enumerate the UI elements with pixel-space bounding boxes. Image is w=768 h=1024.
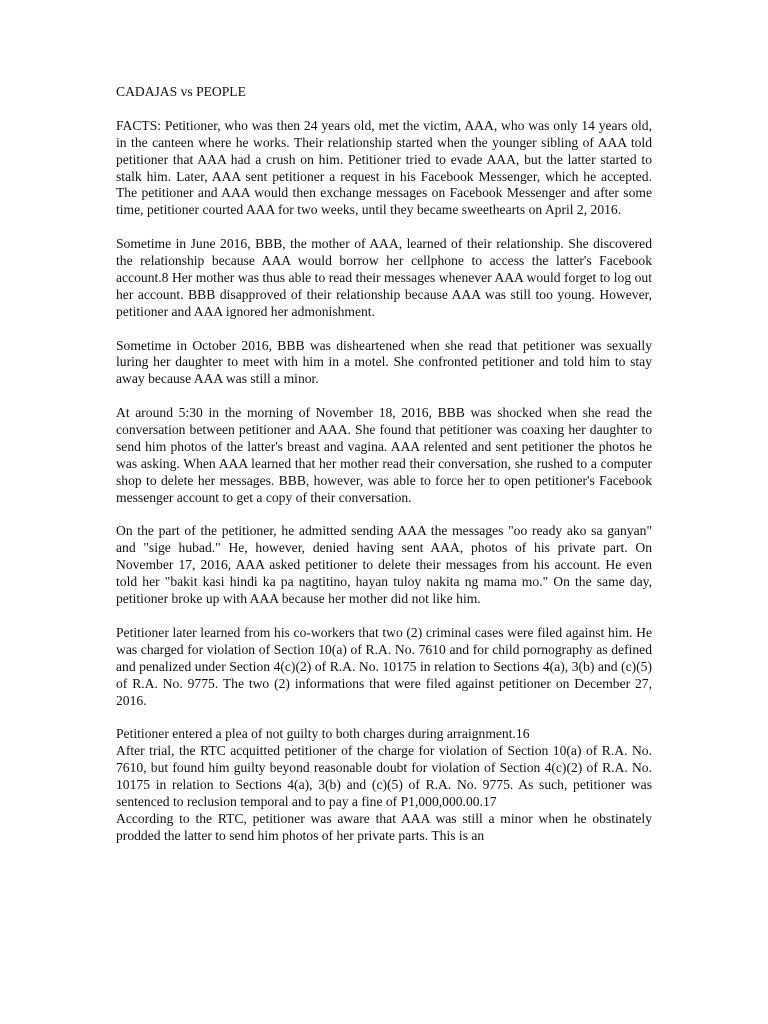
paragraph-october-2016: Sometime in October 2016, BBB was disheartened when she read that petitioner was sexually luring her daughter to meet with him in a motel. She confronted petitioner and told him to stay away because AAA was still a minor. xyxy=(116,337,652,387)
paragraph-rtc-ruling: After trial, the RTC acquitted petitioner of the charge for violation of Section 10(a) of R.A. No. 7610, but found him guilty beyond reasonable doubt for violation of Section 4(c)(2) of R.A. No. 10175 in relation to Sections 4(a), 3(b) and (c)(5) of R.A. No. 9775. As such, petitioner was sentenced to reclusion temporal and to pay a fine of P1,000,000.00.17 xyxy=(116,743,652,809)
document-title: CADAJAS vs PEOPLE xyxy=(116,84,246,99)
paragraph-facts: FACTS: Petitioner, who was then 24 years old, met the victim, AAA, who was only 14 years old, in the canteen where he works. Their relationship started when the younger sibling of AAA told petitioner that AAA had a crush on him. Petitioner tried to evade AAA, but the latter started to stalk him. Later, AAA sent petitioner a request in his Facebook Messenger, which he accepted. The petitioner and AAA would then exchange messages on Facebook Messenger and after some time, petitioner courted AAA for two weeks, until they became sweethearts on April 2, 2016. xyxy=(116,117,652,218)
paragraph-arraignment: Petitioner entered a plea of not guilty to both charges during arraignment.16 xyxy=(116,726,530,742)
paragraph-november-18-2016: At around 5:30 in the morning of November 18, 2016, BBB was shocked when she read the conversation between petitioner and AAA. She found that petitioner was coaxing her daughter to send him photos of the latter's breast and vagina. AAA relented and sent petitioner the photos he was asking. When AAA learned that her mother read their conversation, she rushed to a computer shop to delete her messages. BBB, however, was able to force her to open petitioner's Facebook messenger account to get a copy of their conversation. xyxy=(116,405,652,505)
paragraph-criminal-cases: Petitioner later learned from his co-workers that two (2) criminal cases were filed against him. He was charged for violation of Section 10(a) of R.A. No. 7610 and for child pornography as defined and penalized under Section 4(c)(2) of R.A. No. 10175 in relation to Sections 4(a), 3(b) and (c)(5) of R.A. No. 9775. The two (2) informations that were filed against petitioner on December 27, 2016. xyxy=(116,624,652,708)
paragraph-according-to-rtc: According to the RTC, petitioner was aware that AAA was still a minor when he obstinately prodded the latter to send him photos of her private parts. This is an xyxy=(116,810,652,843)
paragraph-june-2016: Sometime in June 2016, BBB, the mother of AAA, learned of their relationship. She discovered the relationship because AAA would borrow her cellphone to access the latter's Facebook account.8 Her mother was thus able to read their messages whenever AAA would forget to log out her account. BBB disapproved of their relationship because AAA was still too young. However, petitioner and AAA ignored her admonishment. xyxy=(116,236,652,319)
document-page xyxy=(116,84,652,845)
paragraph-petitioner-part: On the part of the petitioner, he admitted sending AAA the messages "oo ready ako sa ganyan" and "sige hubad." He, however, denied having sent AAA, photos of his private part. On November 17, 2016, AAA asked petitioner to delete their messages from his account. He even told her "bakit kasi hindi ka pa nagtitino, hayan tuloy nakita ng mama mo." On the same day, petitioner broke up with AAA because her mother did not like him. xyxy=(116,523,652,607)
